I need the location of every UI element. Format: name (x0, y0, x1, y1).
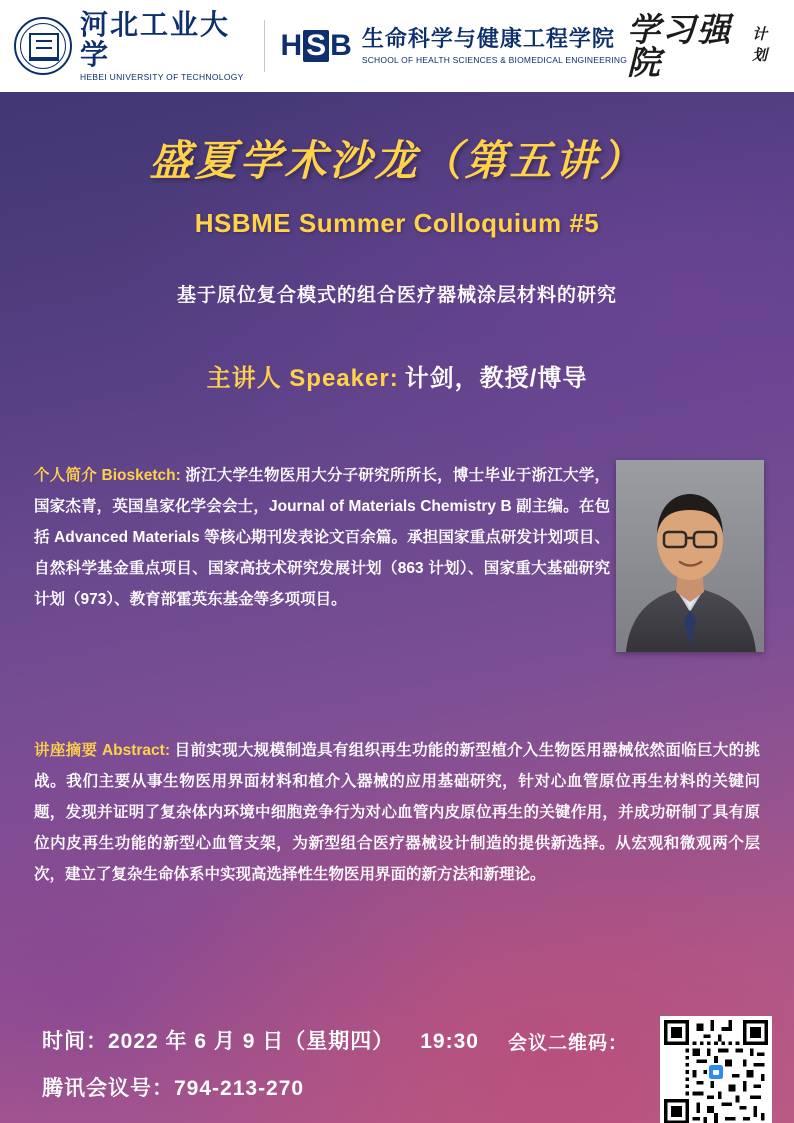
time-clock: 19:30 (420, 1030, 479, 1053)
university-name-en: HEBEI UNIVERSITY OF TECHNOLOGY (80, 71, 244, 82)
biosketch-text: 浙江大学生物医用大分子研究所所长，博士毕业于浙江大学，国家杰青，英国皇家化学会会士，Journal of Materials Chemistry B 副主编。在包括 Advanced Materials 等核心期刊发表论文百余篇。承担国家重点研发计划项目、自然科学基金重点项目、国家高技术研究发展计划（863 计划）、国家重大基础研究计划（973）、教育部霍英东基金等多项项目。 (34, 467, 610, 608)
school-monogram-icon: H S B (280, 29, 352, 62)
meeting-label: 腾讯会议号： (42, 1077, 174, 1100)
slogan-calligraphy (627, 10, 778, 82)
school-logo (280, 27, 627, 65)
abstract-block (34, 735, 760, 890)
meeting-number (42, 1072, 304, 1102)
abstract-text: 目前实现大规模制造具有组织再生功能的新型植介入生物医用器械依然面临巨大的挑战。我们主要从事生物医用界面材料和植介入器械的应用基础研究，针对心血管原位再生材料的关键问题，发现并证明了复杂体内环境中细胞竞争行为对心血管内皮原位再生的关键作用，并成功研制了具有原位内皮再生功能的新型心血管支架，为新型组合医疗器械设计制造的提供新选择。从宏观和微观两个层次，建立了复杂生命体系中实现高选择性生物医用界面的新方法和新理论。 (34, 742, 760, 883)
school-name-en: SCHOOL OF HEALTH SCIENCES & BIOMEDICAL ENGINEERING (361, 55, 628, 66)
poster-header (0, 0, 794, 92)
slogan-main-text: 学习强院 (627, 10, 733, 82)
hebut-logo-text (80, 10, 244, 82)
university-name-cn: 河北工业大学 (80, 9, 231, 70)
qr-label: 会议二维码： (507, 1033, 628, 1054)
time-value: 2022 年 6 月 9 日（星期四） (108, 1030, 395, 1053)
hebut-logo (14, 10, 244, 82)
header-divider (264, 20, 265, 72)
speaker-line (0, 358, 794, 393)
speaker-label: 主讲人 Speaker: (206, 365, 399, 392)
abstract-label: 讲座摘要 Abstract: (34, 742, 170, 759)
lecture-topic: 基于原位复合模式的组合医疗器械涂层材料的研究 (176, 285, 617, 306)
university-seal-icon (14, 17, 72, 75)
school-logo-text (362, 27, 627, 65)
time-label: 时间： (42, 1030, 108, 1053)
page-title-en: HSBME Summer Colloquium #5 (194, 208, 600, 238)
speaker-portrait (616, 460, 764, 652)
speaker-name: 计剑，教授/博导 (404, 365, 588, 392)
meeting-qr-code[interactable] (660, 1016, 772, 1123)
school-name-cn: 生命科学与健康工程学院 (361, 25, 615, 51)
qr-code-icon (664, 1020, 768, 1123)
page-title-cn: 盛夏学术沙龙（第五讲） (149, 136, 645, 185)
biosketch-label: 个人简介 Biosketch: (34, 467, 181, 484)
meeting-id: 794-213-270 (174, 1077, 305, 1100)
slogan-sub-text: 计划 (752, 25, 768, 64)
biosketch-block (34, 460, 610, 615)
event-time (42, 1025, 479, 1055)
portrait-image (616, 460, 764, 652)
